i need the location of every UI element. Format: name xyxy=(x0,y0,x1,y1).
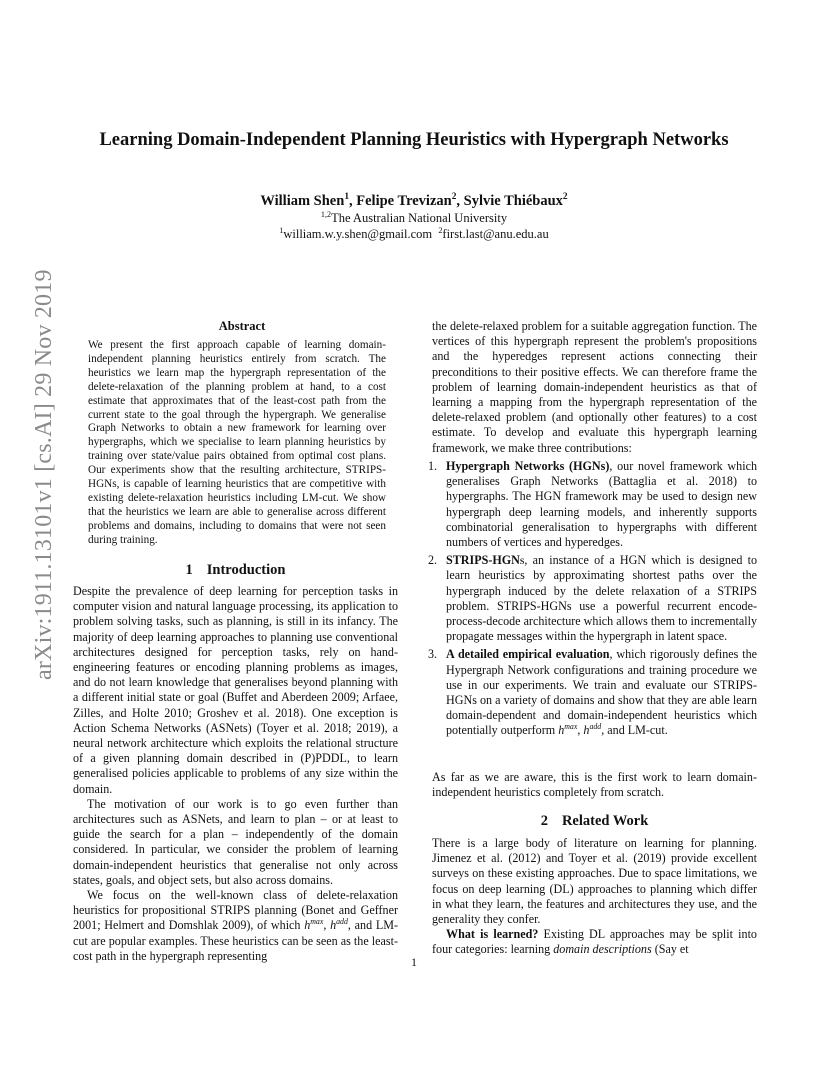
list-item xyxy=(428,647,757,738)
list-item-title: Hypergraph Networks (HGNs) xyxy=(446,459,610,473)
emphasis-text: domain descriptions xyxy=(553,942,652,957)
math-symbol: h xyxy=(558,723,565,738)
list-item-title: A detailed empirical evaluation xyxy=(446,647,610,662)
author-affiliation-mark: 2 xyxy=(451,192,457,203)
email-link[interactable]: william.w.y.shen@gmail.com xyxy=(283,227,433,241)
section-title: Introduction xyxy=(206,562,286,578)
paragraph: There is a large body of literature on learning for planning. Jimenez et al. (2012) and Toyer et al. (2019) provide excellent surveys on these existing approaches. Due to space limitations, we focus on deep learning (DL) approaches to planning which differ in what they learn, the features and architectures they use, and the generality they confer. xyxy=(432,836,757,927)
closing-paragraph: As far as we are aware, this is the first work to learn domain-independent heuristics completely from scratch. xyxy=(432,770,757,800)
affiliation-text: The Australian National University xyxy=(331,211,508,225)
arxiv-stamp xyxy=(27,269,59,680)
list-number: 2. xyxy=(428,553,438,568)
page-number: 1 xyxy=(411,955,417,969)
section-heading-related-work xyxy=(432,813,757,830)
affiliation xyxy=(0,211,828,226)
math-superscript: add xyxy=(589,722,602,732)
math-superscript: max xyxy=(564,722,578,732)
paragraph: The motivation of our work is to go even further than architectures such as ASNets, and learn to plan – or at least to guide the search for a plan – independently of the domain considered. In particular, we consider the problem of learning domain-independent heuristics that generalise not only across states, goals, and object sets, but also across domains. xyxy=(73,796,398,887)
math-superscript: add xyxy=(336,917,348,927)
section-number: 1 xyxy=(185,562,193,578)
paragraph-lead: What is learned? xyxy=(446,927,539,942)
math-symbol: h xyxy=(583,723,590,738)
introduction-continued: the delete-relaxed problem for a suitable aggregation function. The vertices of this hypergraph represent the problem's propositions and the hyperedges represent actions connecting their preconditions to their positive effects. We can therefore frame the problem of learning domain-independent heuristics as that of learning a mapping from the hypergraph representation of the delete-relaxed problem (and optionally other features) to a cost estimate. To develop and evaluate this hypergraph learning framework, we make three contributions: xyxy=(432,319,757,455)
paragraph: Despite the prevalence of deep learning for perception tasks in computer vision and natural language processing, its application to problem solving tasks, such as planning, is still in its infancy. The majority of deep learning approaches to planning use conventional architectures designed for perception tasks, rely on hand-engineering features or encoding planning problems as images, and do not learn knowledge that generalises beyond planning with a different initial state or goal (Buffet and Aberdeen 2009; Arfaee, Zilles, and Holte 2010; Groshev et al. 2018). One exception is Action Schema Networks (ASNets) (Toyer et al. 2018; 2019), a neural network architecture which exploits the relational structure of a given planning domain described in (P)PDDL, to learn generalised policies applicable to problems of any size within the domain. xyxy=(73,584,398,796)
list-item xyxy=(428,459,757,550)
paragraph-text: (Say et xyxy=(651,942,689,957)
paragraph-text: , xyxy=(323,918,331,933)
email-mark: 1 xyxy=(279,225,284,235)
author-affiliation-mark: 1 xyxy=(344,192,350,203)
arxiv-stamp-text: arXiv:1911.13101v1 [cs.AI] 29 Nov 2019 xyxy=(31,269,57,680)
contributions-list xyxy=(428,459,757,739)
affiliation-mark: 1,2 xyxy=(320,209,332,219)
introduction-body xyxy=(73,584,398,964)
math-symbol: h xyxy=(330,918,337,933)
author-name: William Shen xyxy=(260,193,345,209)
math-symbol: h xyxy=(304,918,311,933)
section-number: 2 xyxy=(540,813,548,829)
paragraph-text: , and LM-cut are popular examples. These heuristics can be seen as the least-cost path in the hypergraph representing xyxy=(73,918,398,963)
abstract-body: We present the first approach capable of learning domain-independent planning heuristics entirely from scratch. The heuristics we learn map the hypergraph representation of the delete-relaxation of the planning problem at hand, to a cost estimate that approximates that of the least-cost path from the current state to the goal through the hypergraph. We generalise Graph Networks to obtain a new framework for learning over hypergraphs, which we specialise to learn planning heuristics by training over state/value pairs obtained from optimal cost plans. Our experiments show that the resulting architecture, STRIPS-HGNs, is capable of learning heuristics that are competitive with existing delete-relaxation heuristics including LM-cut. We show that the heuristics we learn are able to generalise across different problems and domains, including to domains that were not seen during training. xyxy=(88,339,386,546)
paragraph-text: We focus on the well-known class of delete-relaxation heuristics for propositional STRIPS planning (Bonet and Geffner 2001; Helmert and Domshlak 2009), of which xyxy=(73,888,398,933)
list-item xyxy=(428,553,757,644)
author-separator: , xyxy=(349,193,357,209)
list-item-text: , an instance of a HGN which is designed to learn heuristics by approximating shortest paths over the hypergraph induced by the delete relaxation of a STRIPS problem. STRIPS-HGNs use a powerful recurrent encode-process-decode architecture which allows them to incrementally propagate messages within the hypergraph in latent space. xyxy=(446,553,757,644)
paragraph-text: Existing DL approaches may be split into four categories: learning xyxy=(432,927,757,957)
author-separator: , xyxy=(456,193,464,209)
author-emails xyxy=(0,227,828,242)
list-item-text: , and LM-cut. xyxy=(601,723,668,738)
math-superscript: max xyxy=(310,917,324,927)
list-item-text: , which rigorously defines the Hypergraph Network configurations and training procedure we use in our experiments. We train and evaluate our STRIPS-HGNs on a variety of domains and show that they are able learn domain-dependent and domain-independent heuristics which potentially outperform xyxy=(446,647,757,738)
abstract-heading: Abstract xyxy=(218,319,266,333)
author-affiliation-mark: 2 xyxy=(562,192,568,203)
related-work-body xyxy=(432,836,757,958)
author-list xyxy=(0,193,828,210)
section-title: Related Work xyxy=(561,813,649,829)
email-link[interactable]: first.last@anu.edu.au xyxy=(442,227,549,241)
list-item-text: , xyxy=(577,723,584,738)
author-name: Felipe Trevizan xyxy=(356,193,452,209)
author-name: Sylvie Thiébaux xyxy=(463,193,563,209)
paragraph xyxy=(432,927,757,957)
list-number: 3. xyxy=(428,647,438,662)
list-item-text: , our novel framework which generalises Graph Networks (Battaglia et al. 2018) to hypergraphs. The HGN framework may be used to design new hypergraph deep learning models, and inherently supports combinatorial generalisation to hypergraphs with different numbers of vertices and hyperedges. xyxy=(446,459,757,550)
paragraph xyxy=(73,888,398,964)
paper-title: Learning Domain-Independent Planning Heuristics with Hypergraph Networks xyxy=(99,130,729,150)
list-number: 1. xyxy=(428,459,438,473)
email-mark: 2 xyxy=(438,225,443,235)
section-heading-introduction xyxy=(73,562,398,579)
list-item-title: STRIPS-HGNs xyxy=(446,553,525,568)
